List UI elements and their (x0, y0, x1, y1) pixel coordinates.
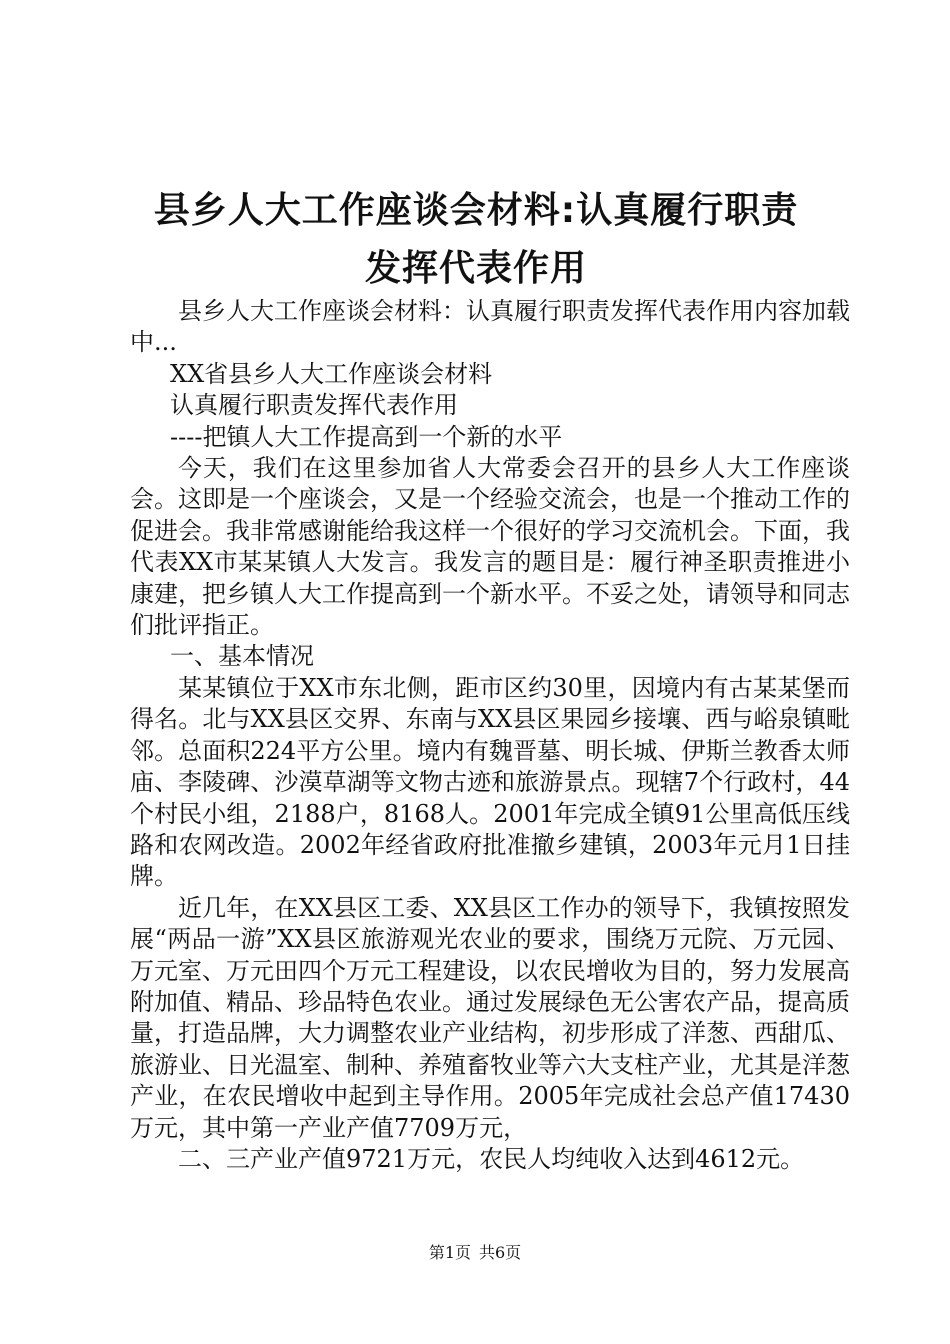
page-total: 共6页 (479, 1243, 522, 1262)
page-number: 第1页 (428, 1243, 471, 1262)
speech-subtitle: ----把镇人大工作提高到一个新的水平 (170, 422, 563, 451)
development-paragraph: 近几年，在XX县区工委、XX县区工作办的领导下，我镇按照发展“两品一游”XX县区旅游观光农业的要求，围绕万元院、万元园、万元室、万元田四个万元工程建设，以农民增收为目的，努力发展高附加值、精品、珍品特色农业。通过发展绿色无公害农产品，提高质量，打造品牌，大力调整农业产业结构，初步形成了洋葱、西甜瓜、旅游业、日光温室、制种、养殖畜牧业等六大支柱产业，尤其是洋葱产业，在农民增收中起到主导作用。2005年完成社会总产值17430万元，其中第一产业产值7709万元， (130, 893, 850, 1142)
intro-paragraph: 县乡人大工作座谈会材料：认真履行职责发挥代表作用内容加载中... (130, 297, 850, 357)
speech-title: 认真履行职责发挥代表作用 (170, 391, 458, 420)
document-body (130, 296, 850, 1175)
page-footer (0, 1243, 950, 1263)
material-heading: XX省县乡人大工作座谈会材料 (170, 359, 493, 388)
output-paragraph: 二、三产业产值9721万元，农民人均纯收入达到4612元。 (178, 1144, 805, 1173)
town-overview-paragraph: 某某镇位于XX市东北侧，距市区约30里，因境内有古某某堡而得名。北与XX县区交界、东南与XX县区果园乡接壤、西与峪泉镇毗邻。总面积224平方公里。境内有魏晋墓、明长城、伊斯兰教香太师庙、李陵碑、沙漠草湖等文物古迹和旅游景点。现辖7个行政村，44个村民小组，2188户，8168人。2001年完成全镇91公里高低压线路和农网改造。2002年经省政府批准撤乡建镇，2003年元月1日挂牌。 (130, 673, 850, 891)
section-heading-basic: 一、基本情况 (170, 642, 314, 671)
document-title: 县乡人大工作座谈会材料:认真履行职责 发挥代表作用 (153, 190, 836, 289)
opening-paragraph: 今天，我们在这里参加省人大常委会召开的县乡人大工作座谈会。这即是一个座谈会，又是一个经验交流会，也是一个推动工作的促进会。我非常感谢能给我这样一个很好的学习交流机会。下面，我代表XX市某某镇人大发言。我发言的题目是：履行神圣职责推进小康建，把乡镇人大工作提高到一个新水平。不妥之处，请领导和同志们批评指正。 (130, 454, 850, 640)
